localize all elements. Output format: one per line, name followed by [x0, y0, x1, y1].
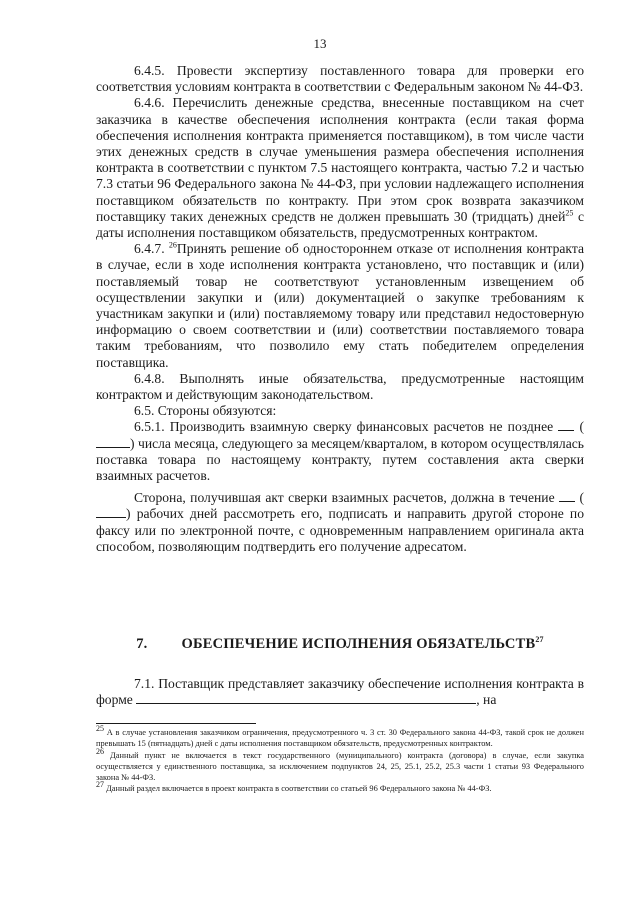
blank-field-short [96, 436, 130, 448]
blank-field-long [136, 692, 476, 704]
footnote-27 [96, 780, 584, 794]
footnote-25 [96, 724, 584, 750]
footnote-text: А в случае установления заказчиком ограничения, предусмотренного ч. 3 ст. 30 Федерального закона 44-ФЗ, такой срок не должен превышать 15 (пятнадцать) дней с даты исполнения поставщиком обязательств, предусмотренных контрактом. [96, 728, 584, 749]
footnote-text: Данный пункт не включается в текст государственного (муниципального) контракта (договора) в случае, если закупка осуществляется у единственного поставщика, за исключением подпунктов 24, 25, 25.1, 25.2, 25.3 части 1 статьи 93 Федерального закона № 44-ФЗ. [96, 750, 584, 783]
section-number: 7. [136, 636, 148, 652]
section-7-body [96, 676, 584, 708]
footnote-text: Данный раздел включается в проект контракта в соответствии со статьей 96 Федерального закона № 44-ФЗ. [104, 784, 492, 794]
paragraph-6-5-2-tail: рабочих дней рассмотреть его, подписать и направить другой стороне по факсу или по электронной почте, с одновременным направлением оригинала акта способом, позволяющим подтвердить его получение адресатом. [96, 506, 584, 554]
section-title: ОБЕСПЕЧЕНИЕ ИСПОЛНЕНИЯ ОБЯЗАТЕЛЬСТВ [181, 636, 536, 652]
paragraph-6-4-5: 6.4.5. Провести экспертизу поставленного товара для проверки его соответствия условиям контракта в соответствии с Федеральным законом № 44-ФЗ. [96, 63, 584, 95]
paragraph-6-4-6 [96, 95, 584, 241]
page-number: 13 [313, 36, 327, 51]
paragraph-7-1 [96, 676, 584, 708]
footnote-divider [96, 723, 256, 724]
section-7-heading [96, 636, 584, 653]
paragraph-6-5: 6.5. Стороны обязуются: [134, 403, 277, 419]
paragraph-6-5-2: Сторона, получившая акт сверки взаимных расчетов, должна в течение () рабочих дней рассмотреть его, подписать и направить другой стороне по факсу или по электронной почте, с одновременным направлением оригинала акта способом, позволяющим подтвердить его получение адресатом. [96, 490, 584, 554]
section-6-body [96, 63, 584, 555]
paragraph-6-5-2-text: Сторона, получившая акт сверки взаимных расчетов, должна в течение [134, 490, 555, 506]
paragraph-6-4-7 [96, 241, 584, 371]
footnotes [96, 724, 584, 795]
footnote-ref-26: 26 [168, 240, 177, 250]
footnote-26 [96, 746, 584, 784]
paragraph-7-1-text: 7.1. Поставщик представляет заказчику обеспечение исполнения контракта в форме [96, 676, 584, 708]
footnote-ref-27: 27 [535, 635, 544, 645]
blank-field-short [558, 419, 574, 431]
paragraph-6-5-1: 6.5.1. Производить взаимную сверку финансовых расчетов не позднее () числа месяца, следующего за месяцем/кварталом, в котором осуществлялась поставка товара по настоящему контракту, путем составления акта сверки взаимных расчетов. [96, 419, 584, 484]
paragraph-6-4-7-text: Принять решение об одностороннем отказе от исполнения контракта в случае, если в ходе исполнения контракта установлено, что поставщик и (или) поставляемый товар не соответствуют установленным извещением об осуществлении закупки и (или) документацией о закупке требованиям к участникам закупки и (или) поставляемому товару или представил недостоверную информацию о своем соответствии и (или) соответствии поставляемого товара таким требованиям, что позволило ему стать победителем определения поставщика. [96, 241, 584, 370]
paragraph-6-4-6-text: 6.4.6. Перечислить денежные средства, внесенные поставщиком на счет заказчика в качестве обеспечения исполнения контракта (если такая форма обеспечения исполнения контракта применяется поставщиком), в том числе части этих денежных средств в случае уменьшения размера обеспечения исполнения контракта в соответствии с пунктом 7.5 настоящего контракта, частью 7.2 и частью 7.3 статьи 96 Федерального закона № 44-ФЗ, при условии надлежащего исполнения поставщиком обязательств по контракту. При этом срок возврата заказчиком поставщику таких денежных средств не должен превышать 30 (тридцать) дней [96, 95, 584, 224]
paragraph-6-5-1-text: 6.5.1. Производить взаимную сверку финансовых расчетов не позднее [134, 419, 554, 435]
footnote-ref-25: 25 [565, 208, 574, 218]
paragraph-6-4-6-tail: с даты исполнения поставщиком обязательств, предусмотренных контрактом. [96, 208, 584, 241]
paragraph-6-5-1-tail: числа месяца, следующего за месяцем/кварталом, в котором осуществлялась поставка товара по настоящему контракту, путем составления акта сверки взаимных расчетов. [96, 435, 584, 484]
blank-field-short [96, 506, 126, 518]
footnote-number: 25 [96, 724, 104, 734]
footnote-number: 26 [96, 746, 104, 756]
paragraph-6-4-7-prefix: 6.4.7. [134, 241, 169, 257]
paragraph-6-4-8: 6.4.8. Выполнять иные обязательства, предусмотренные настоящим контрактом и действующим законодательством. [96, 370, 584, 403]
footnote-number: 27 [96, 780, 104, 790]
blank-field-short [559, 490, 575, 502]
paragraph-7-1-tail: , на [476, 692, 497, 708]
